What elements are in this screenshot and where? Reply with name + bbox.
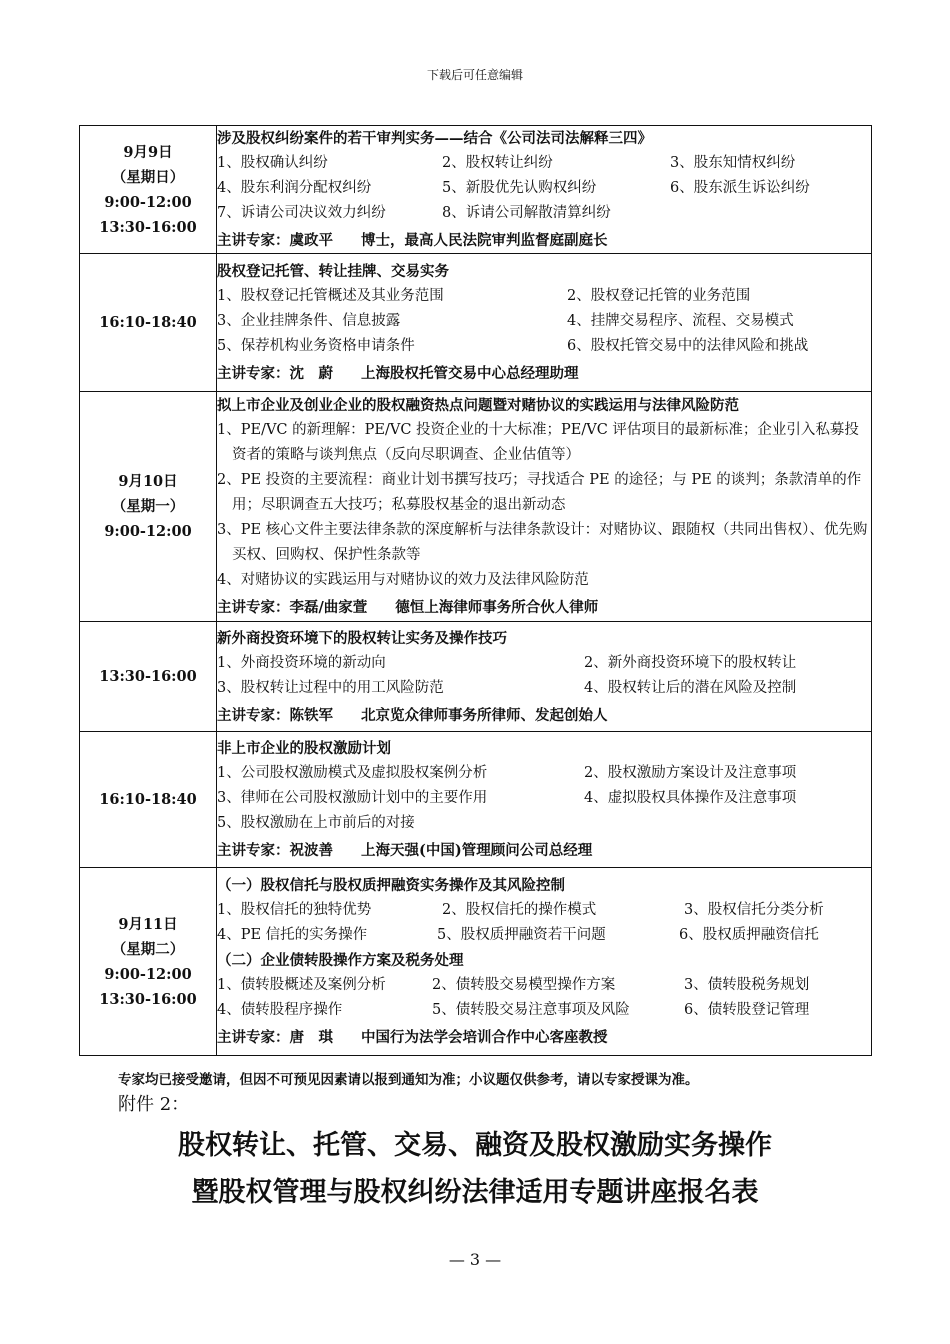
speaker-line: 主讲专家：唐 琪 中国行为法学会培训合作中心客座教授 [217,1029,608,1046]
speaker-line: 主讲专家：陈铁军 北京览众律师事务所律师、发起创始人 [217,706,608,724]
table-row [80,254,872,392]
time-cell: 9月9日 （星期日） 9:00-12:00 13:30-16:00 [80,126,217,254]
schedule-table [79,125,872,1056]
topic-line: 3、律师在公司股权激励计划中的主要作用 4、虚拟股权具体操作及注意事项 [217,790,797,806]
table-row [80,126,872,254]
time-cell: 9月10日 （星期一） 9:00-12:00 [80,392,217,622]
form-title-line-1: 股权转让、托管、交易、融资及股权激励实务操作 [178,1130,772,1161]
session-title: 非上市企业的股权激励计划 [217,740,391,757]
page-number: — 3 — [448,1250,502,1269]
time-cell: 16:10-18:40 [80,732,217,868]
topic-line: 1、债转股概述及案例分析 2、债转股交易模型操作方案 3、债转股税务规划 [217,977,810,993]
session-subtitle: （二）企业债转股操作方案及税务处理 [217,952,464,969]
topic-line: 1、外商投资环境的新动向 2、新外商投资环境下的股权转让 [217,654,797,671]
topic-item: 4、对赌协议的实践运用与对赌协议的效力及法律风险防范 [217,572,589,588]
time-cell: 16:10-18:40 [80,254,217,392]
speaker-line: 主讲专家：李磊/曲家萱 德恒上海律师事务所合伙人律师 [217,599,599,616]
speaker-line: 主讲专家：虞政平 博士，最高人民法院审判监督庭副庭长 [217,232,608,249]
form-title-line-2: 暨股权管理与股权纠纷法律适用专题讲座报名表 [191,1177,759,1208]
topic-line: 1、股权登记托管概述及其业务范围 2、股权登记托管的业务范围 [217,288,751,304]
topic-item: 2、PE 投资的主要流程：商业计划书撰写技巧；寻找适合 PE 的途径；与 PE 的谈判；条款清单的作用；尽职调查五大技巧；私募股权基金的退出新动态 [217,472,862,513]
content-cell [217,254,872,392]
topic-line: 5、保荐机构业务资格申请条件 6、股权托管交易中的法律风险和挑战 [217,338,809,354]
session-title: 拟上市企业及创业企业的股权融资热点问题暨对赌协议的实践运用与法律风险防范 [217,397,739,414]
time-cell: 13:30-16:00 [80,622,217,732]
table-row [80,732,872,868]
topic-line: 3、企业挂牌条件、信息披露 4、挂牌交易程序、流程、交易模式 [217,313,794,329]
topic-line: 1、股权信托的独特优势 2、股权信托的操作模式 3、股权信托分类分析 [217,902,824,918]
session-title: 股权登记托管、转让挂牌、交易实务 [217,263,449,280]
table-row [80,622,872,732]
content-cell [217,622,872,732]
table-row [80,868,872,1056]
topic-line: 7、诉请公司决议效力纠纷 8、诉请公司解散清算纠纷 [217,205,611,221]
footnote: 专家均已接受邀请，但因不可预见因素请以报到通知为准；小议题仅供参考，请以专家授课为准。 [118,1072,699,1088]
topic-line: 1、股权确认纠纷 2、股权转让纠纷 3、股东知情权纠纷 [217,155,796,171]
content-cell [217,868,872,1056]
session-title: 新外商投资环境下的股权转让实务及操作技巧 [217,629,507,647]
topic-item: 3、PE 核心文件主要法律条款的深度解析与法律条款设计：对赌协议、跟随权（共同出售权）、优先购买权、回购权、保护性条款等 [217,522,868,563]
topic-line: 5、股权激励在上市前后的对接 [217,815,415,831]
topic-line: 4、PE 信托的实务操作 5、股权质押融资若干问题 6、股权质押融资信托 [217,927,819,943]
topic-line: 3、股权转让过程中的用工风险防范 4、股权转让后的潜在风险及控制 [217,679,797,696]
speaker-line: 主讲专家：沈 蔚 上海股权托管交易中心总经理助理 [217,365,579,382]
topic-item: 1、PE/VC 的新理解：PE/VC 投资企业的十大标准；PE/VC 评估项目的最新标准；企业引入私募投资者的策略与谈判焦点（反向尽职调查、企业估值等） [217,422,859,463]
content-cell [217,392,872,622]
attachment-label: 附件 2： [118,1094,190,1115]
content-cell [217,126,872,254]
time-cell: 9月11日 （星期二） 9:00-12:00 13:30-16:00 [80,868,217,1056]
page-header: 下载后可任意编辑 [426,68,523,82]
session-title: 涉及股权纠纷案件的若干审判实务——结合《公司法司法解释三四》 [217,130,652,147]
session-title: （一）股权信托与股权质押融资实务操作及其风险控制 [217,877,565,894]
topic-line: 4、股东利润分配权纠纷 5、新股优先认购权纠纷 6、股东派生诉讼纠纷 [217,180,810,196]
content-cell [217,732,872,868]
topic-line: 1、公司股权激励模式及虚拟股权案例分析 2、股权激励方案设计及注意事项 [217,765,797,781]
table-row [80,392,872,622]
topic-line: 4、债转股程序操作 5、债转股交易注意事项及风险 6、债转股登记管理 [217,1002,810,1018]
speaker-line: 主讲专家：祝波善 上海天强(中国)管理顾问公司总经理 [217,842,593,859]
